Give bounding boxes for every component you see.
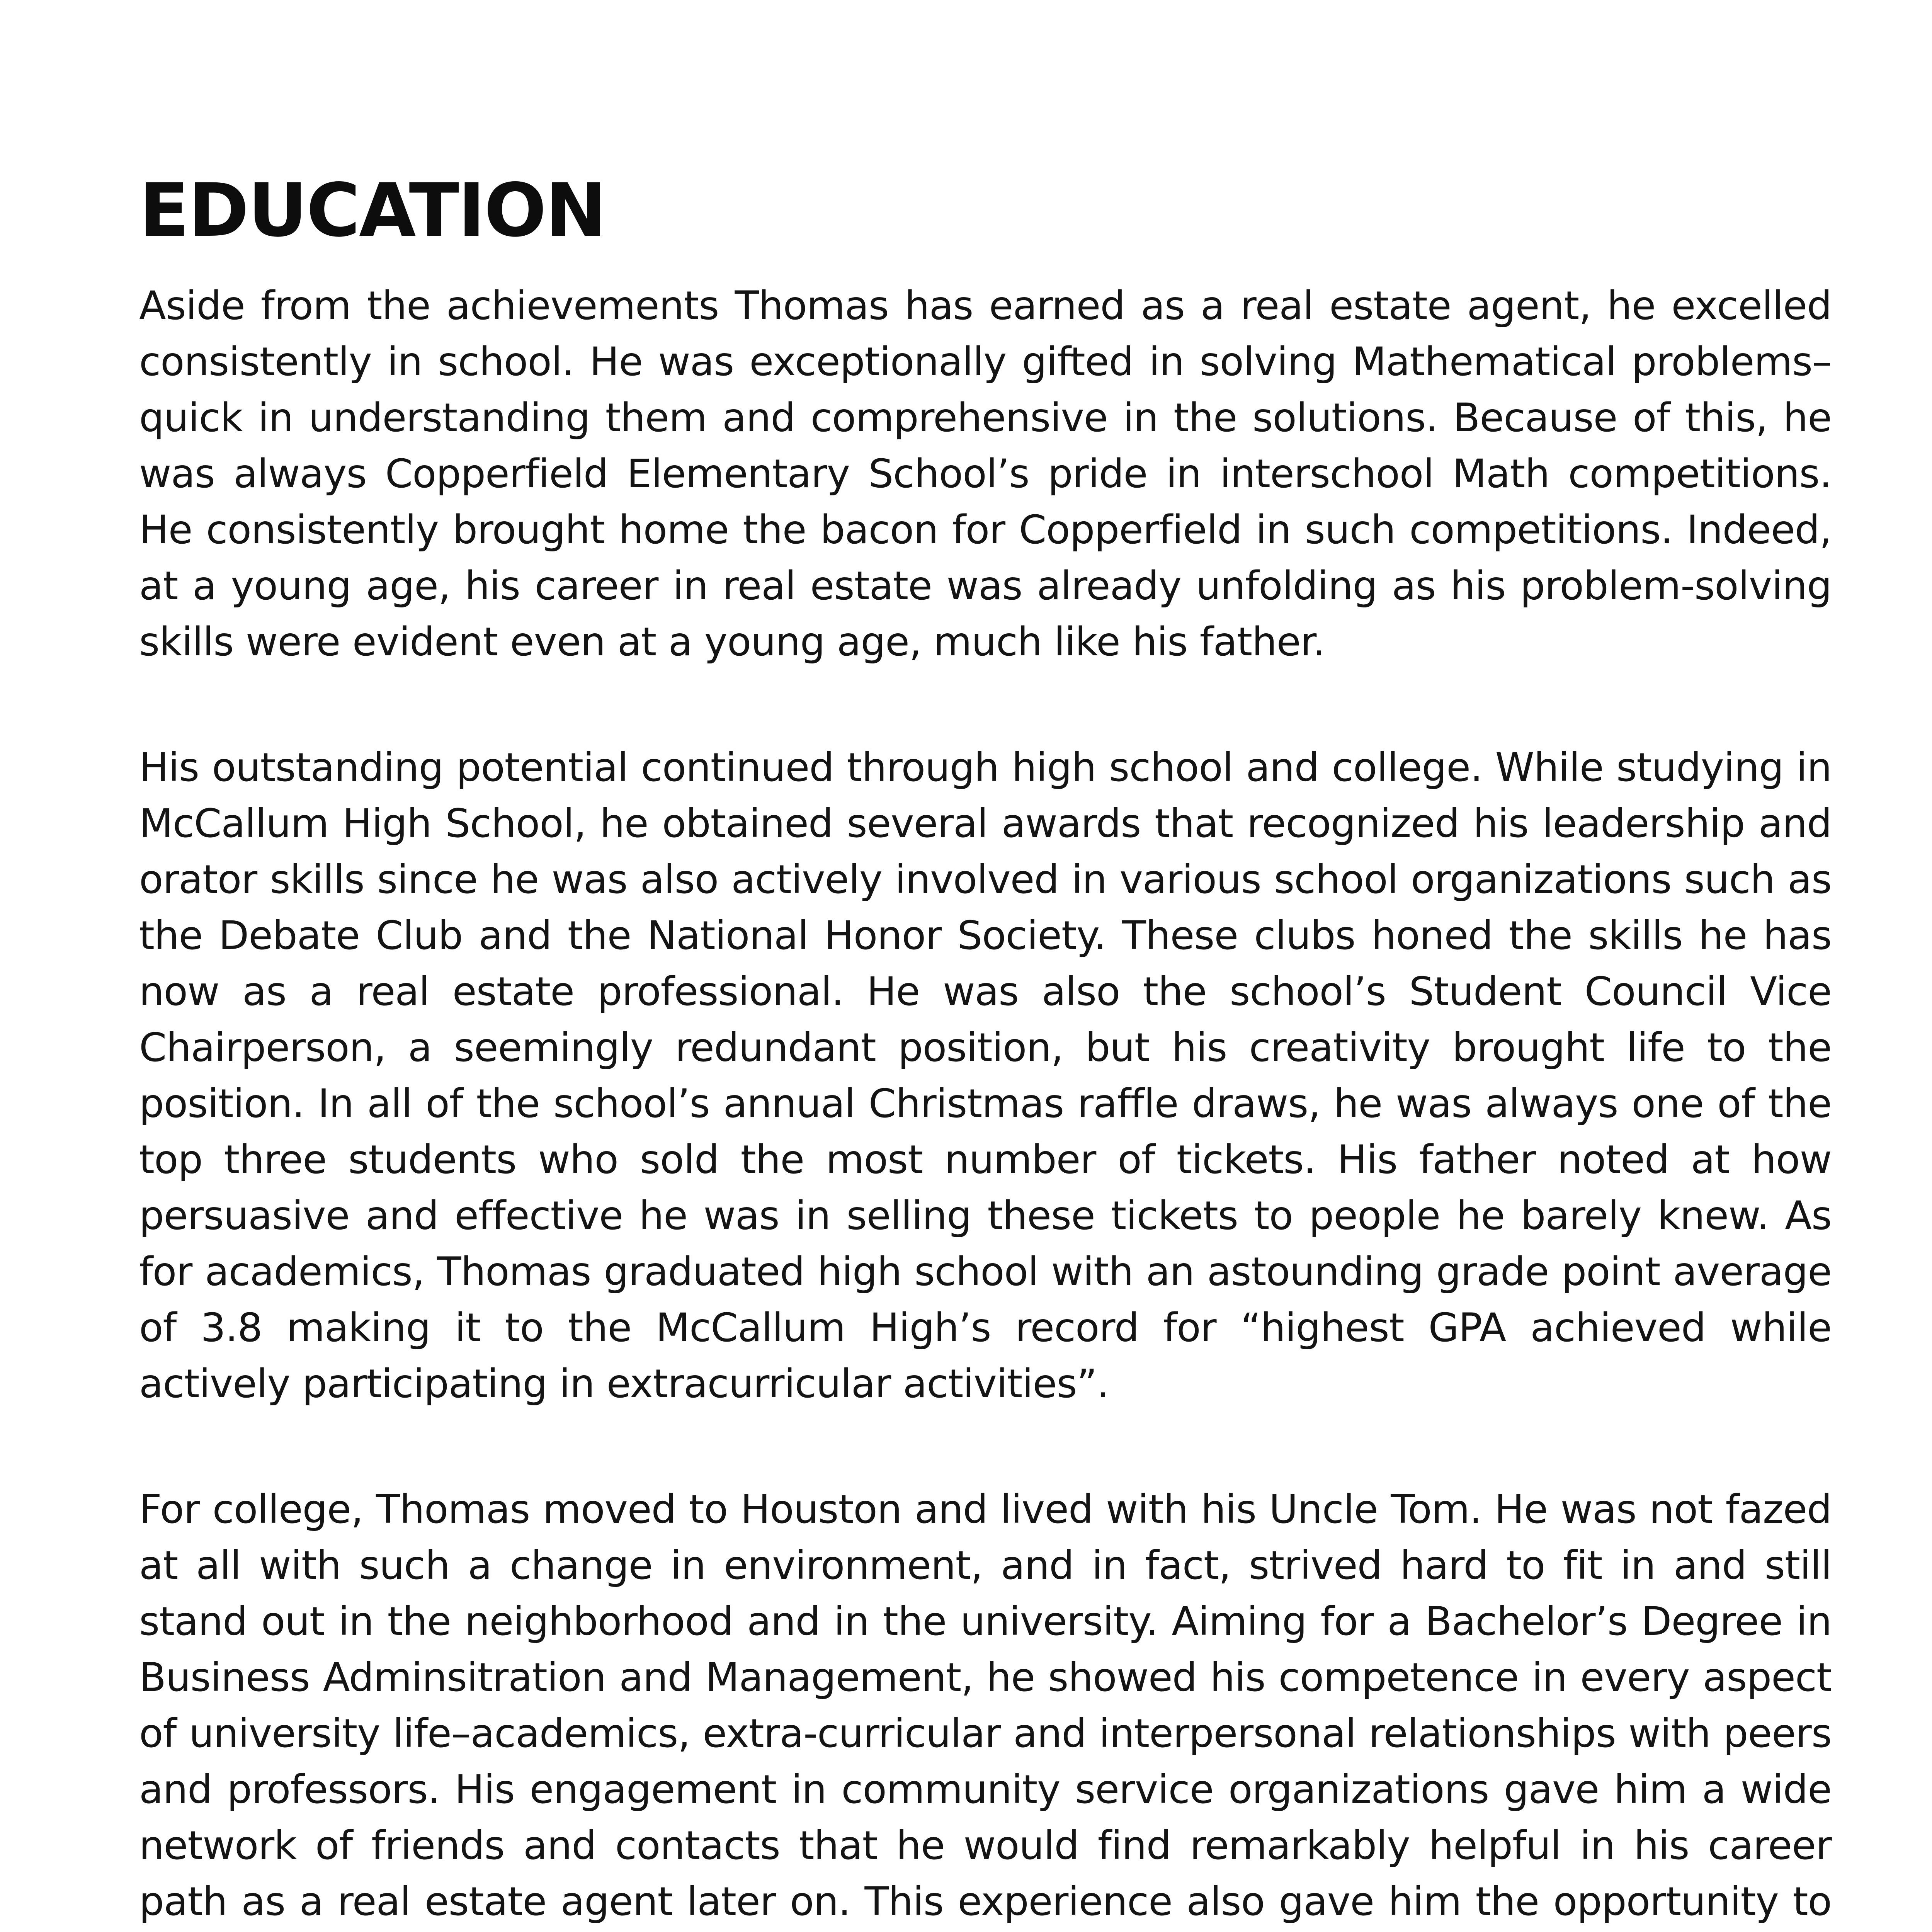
body-text — [139, 278, 1832, 1932]
paragraph-college: For college, Thomas moved to Houston and lived with his Uncle Tom. He was not fazed at all with such a change in environment, and in fact, strived hard to fit in and still stand out in the neighborhood and in the university. Aiming for a Bachelor’s Degree in Business Adminsitration and Management, he showed his competence in every aspect of university life–academics, extra-curricular and interpersonal relationships with peers and professors. His engagement in community service organizations gave him a wide network of friends and contacts that he would find remarkably helpful in his career path as a real estate agent later on. This experience also gave him the opportunity to — [139, 1486, 1832, 1925]
paragraph-high-school: His outstanding potential continued through high school and college. While studying in McCallum High School, he obtained several awards that recognized his leadership and orator skills since he was also actively involved in various school organizations such as the Debate Club and the National Honor Society. These clubs honed the skills he has now as a real estate professional. He was also the school’s Student Council Vice Chairperson, a seemingly redundant position, but his creativity brought life to the position. In all of the school’s annual Christmas raffle draws, he was always one of the top three students who sold the most number of tickets. His father noted at how persuasive and effective he was in selling these tickets to people he barely knew. As for academics, Thomas graduated high school with an astounding grade point average of 3.8 making it to the McCallum High’s record for “highest GPA achieved while actively participating in extracurricular activities”. — [139, 745, 1832, 1407]
section-heading: EDUCATION — [139, 168, 606, 253]
paragraph-elementary: Aside from the achievements Thomas has earned as a real estate agent, he excelled consistently in school. He was exceptionally gifted in solving Mathematical problems–quick in understanding them and comprehensive in the solutions. Because of this, he was always Copperfield Elementary School’s pride in interschool Math competitions. He consistently brought home the bacon for Copperfield in such competitions. Indeed, at a young age, his career in real estate was already unfolding as his problem-solving skills were evident even at a young age, much like his father. — [139, 283, 1832, 665]
